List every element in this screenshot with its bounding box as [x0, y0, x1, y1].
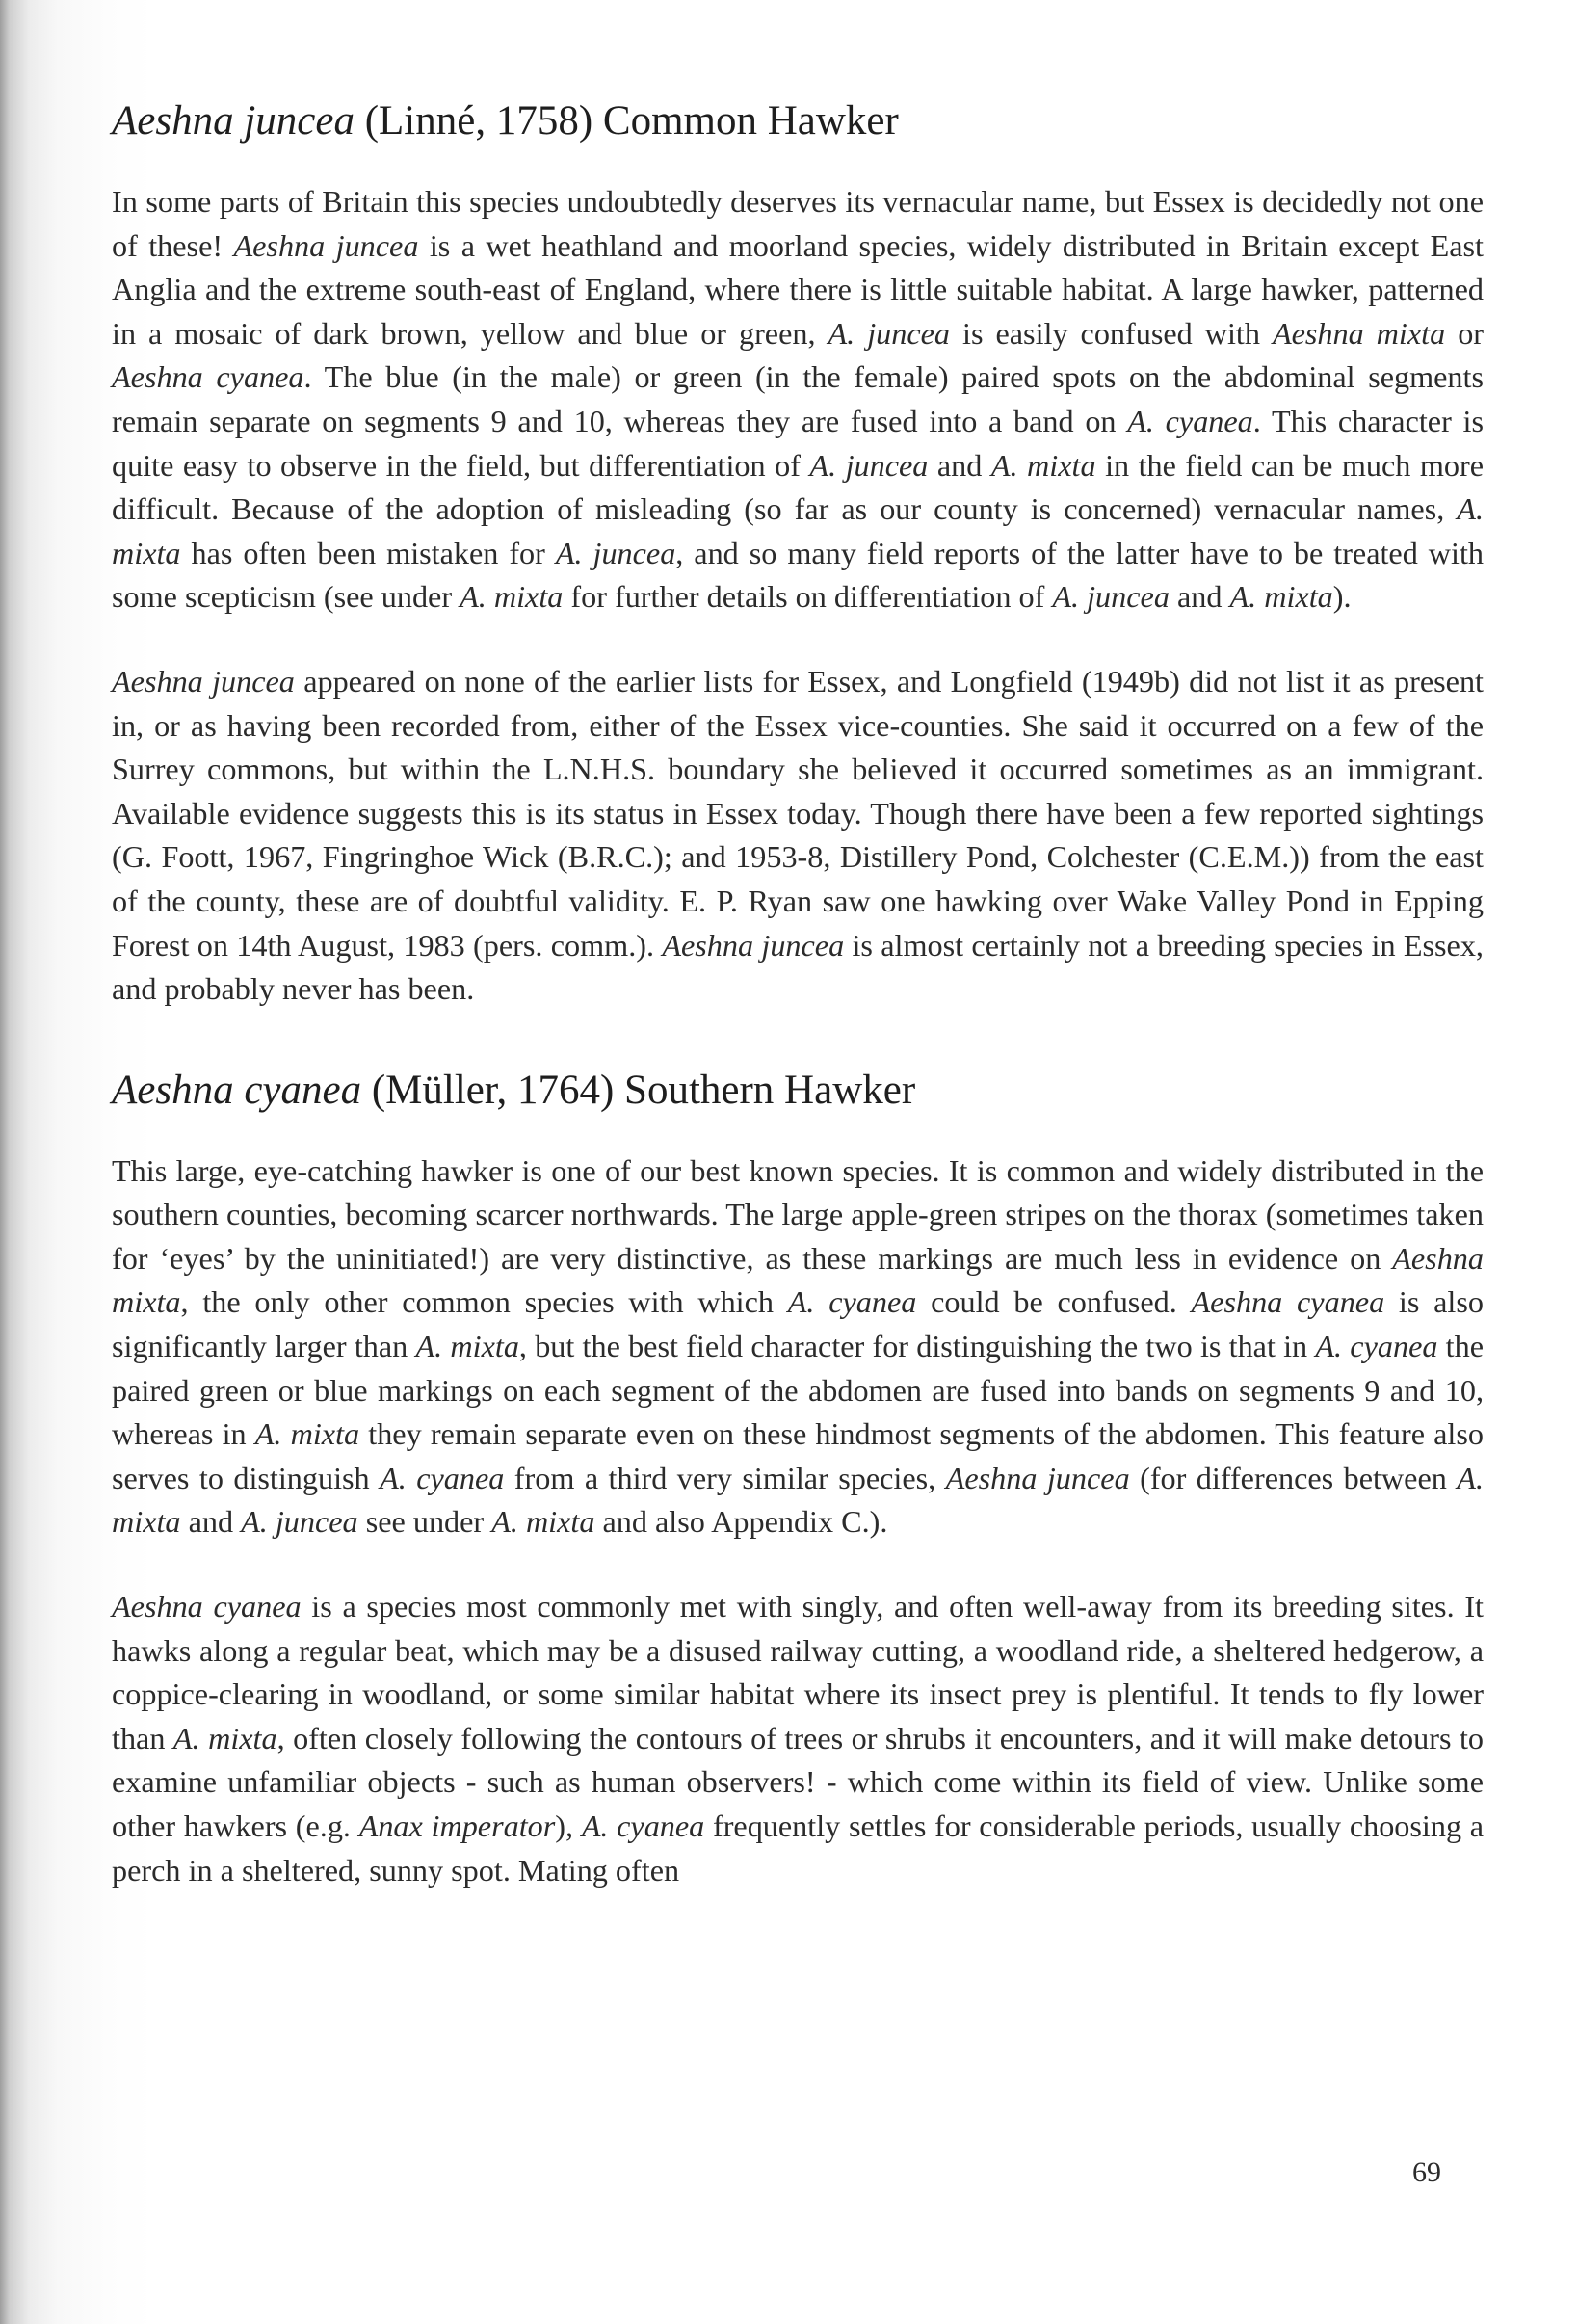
text-run: , but the best field character for distinguishing the two is that in [518, 1329, 1316, 1364]
text-run: or [1445, 315, 1485, 351]
italic-species-name: Aeshna cyanea [112, 359, 304, 395]
italic-species-name: A. cyanea [1127, 403, 1253, 438]
text-run: for further details on differentiation of [563, 579, 1053, 615]
species-name: Aeshna cyanea [112, 1067, 362, 1113]
italic-species-name: A. juncea [1052, 579, 1170, 615]
italic-species-name: Aeshna mixta [1272, 315, 1446, 351]
italic-species-name: Anax imperator [358, 1809, 556, 1843]
text-run: has often been mistaken for [180, 535, 556, 570]
italic-species-name: Aeshna juncea [662, 927, 845, 963]
italic-species-name: A. mixta [491, 1504, 595, 1540]
italic-species-name: A. juncea [555, 535, 676, 570]
italic-species-name: A. cyanea [380, 1460, 505, 1495]
italic-species-name: Aeshna mixta [112, 1240, 1484, 1320]
text-run: ). [1332, 579, 1352, 615]
species-authority-and-common-name: (Linné, 1758) Common Hawker [354, 98, 899, 144]
italic-species-name: A. mixta [1229, 579, 1333, 615]
italic-species-name: A. mixta [415, 1329, 519, 1364]
paragraph [112, 1585, 1484, 1892]
italic-species-name: Aeshna juncea [112, 663, 295, 699]
text-run: is almost certainly not a breeding species in Essex, and probably never has been. [112, 927, 1484, 1007]
italic-species-name: A. cyanea [1315, 1329, 1438, 1364]
text-run: , the only other common species with which [180, 1284, 788, 1320]
text-run: in the field can be much more difficult. Because of the adoption of misleading (so far as our county is concerned) vernacular names, [112, 447, 1485, 527]
paragraph [112, 180, 1484, 620]
text-run: is a species most commonly met with singly, and often well-away from its breeding sites. It hawks along a regular beat, which may be a disused railway cutting, a woodland ride, a sheltered hedgerow, a coppice-clearing in woodland, or some similar habitat where its insect prey is plentiful. It tends to fly lower than [112, 1589, 1484, 1756]
species-heading-aeshna-cyanea [112, 1064, 1484, 1118]
text-run: appeared on none of the earlier lists for Essex, and Longfield (1949b) did not list it as present in, or as having been recorded from, either of the Essex vice-counties. She said it occurred on a few of the Surrey commons, but within the L.N.H.S. boundary she believed it occurred sometimes as an immigrant. Available evidence suggests this is its status in Essex today. Though there have been a few reported sightings (G. Foott, 1967, Fingringhoe Wick (B.R.C.); and 1953-8, Distillery Pond, Colchester (C.E.M.)) from the east of the county, these are of doubtful validity. E. P. Ryan saw one hawking over Wake Valley Pond in Epping Forest on 14th August, 1983 (pers. comm.). [112, 663, 1484, 963]
italic-species-name: A. cyanea [787, 1284, 917, 1320]
text-run: is easily confused with [950, 315, 1273, 351]
page-number: 69 [1412, 2156, 1441, 2188]
text-run: could be confused. [916, 1284, 1192, 1320]
text-run: . This character is quite easy to observe in the field, but differentiation of [112, 403, 1484, 483]
text-run: and [180, 1504, 242, 1540]
italic-species-name: A. juncea [241, 1504, 358, 1540]
species-heading-aeshna-juncea [112, 94, 1484, 148]
text-run: (for differences between [1129, 1460, 1458, 1495]
italic-species-name: A. mixta [112, 491, 1484, 570]
text-run: from a third very similar species, [504, 1460, 946, 1495]
text-run: ), [555, 1809, 582, 1843]
text-run: frequently settles for considerable periods, usually choosing a perch in a sheltered, sunny spot. Mating often [112, 1809, 1485, 1888]
text-run: and also Appendix C.). [594, 1504, 888, 1540]
text-run: and [928, 447, 991, 483]
paragraph [112, 660, 1484, 1012]
text-run: . The blue (in the male) or green (in the female) paired spots on the abdominal segments remain separate on segments 9 and 10, whereas they are fused into a band on [112, 359, 1484, 438]
text-run: In some parts of Britain this species undoubtedly deserves its vernacular name, but Essex is decidedly not one of these! [112, 184, 1484, 263]
italic-species-name: A. mixta [172, 1720, 277, 1756]
species-name: Aeshna juncea [112, 98, 355, 144]
italic-species-name: Aeshna juncea [945, 1460, 1130, 1495]
italic-species-name: A. mixta [112, 1460, 1484, 1540]
italic-species-name: Aeshna cyanea [112, 1589, 302, 1624]
page-content [112, 94, 1484, 1892]
text-run: they remain separate even on these hindmost segments of the abdomen. This feature also serves to distinguish [112, 1416, 1484, 1495]
italic-species-name: A. cyanea [581, 1809, 705, 1843]
paragraph [112, 1149, 1484, 1545]
italic-species-name: Aeshna cyanea [1191, 1284, 1385, 1320]
species-authority-and-common-name: (Müller, 1764) Southern Hawker [361, 1067, 916, 1113]
italic-species-name: A. juncea [828, 315, 951, 351]
text-run: and [1169, 579, 1230, 615]
text-run: This large, eye-catching hawker is one of our best known species. It is common and widely distributed in the southern counties, becoming scarcer northwards. The large apple-green stripes on the thorax (sometimes taken for ‘eyes’ by the uninitiated!) are very distinctive, as these markings are much less in evidence on [112, 1152, 1484, 1276]
italic-species-name: A. mixta [460, 579, 564, 615]
text-run: the paired green or blue markings on each segment of the abdomen are fused into bands on segments 9 and 10, whereas in [112, 1329, 1484, 1452]
italic-species-name: A. mixta [990, 447, 1096, 483]
text-run: is also significantly larger than [112, 1284, 1484, 1364]
text-run: , and so many field reports of the latter have to be treated with some scepticism (see under [112, 535, 1484, 615]
italic-species-name: A. mixta [254, 1416, 360, 1452]
text-run: , often closely following the contours of trees or shrubs it encounters, and it will make detours to examine unfamiliar objects - such as human observers! - which come within its field of view. Unlike some other hawkers (e.g. [112, 1720, 1485, 1843]
text-run: see under [357, 1504, 492, 1540]
italic-species-name: A. juncea [809, 447, 929, 483]
italic-species-name: Aeshna juncea [233, 227, 419, 263]
text-run: is a wet heathland and moorland species, widely distributed in Britain except East Anglia and the extreme south-east of England, where there is little suitable habitat. A large hawker, patterned in a mosaic of dark brown, yellow and blue or green, [112, 227, 1485, 351]
